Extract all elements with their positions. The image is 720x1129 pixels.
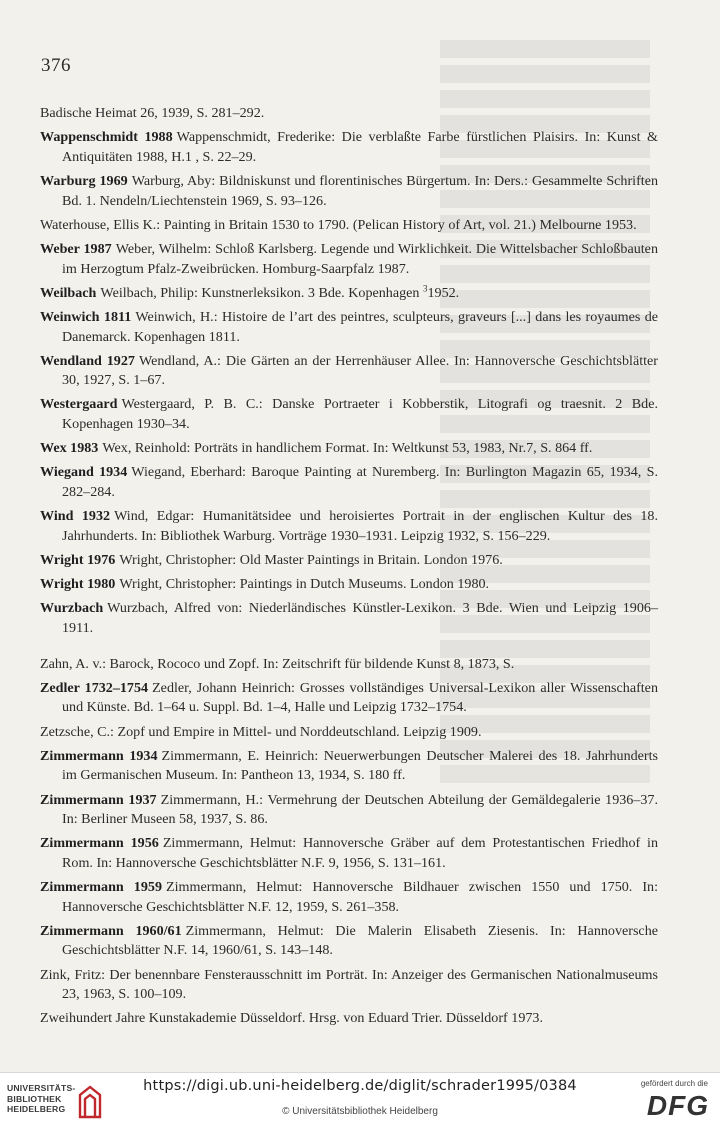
entry-text: Zimmermann, Helmut: Die Malerin Elisabeth Ziesenis. In: Hannoversche Geschichtsblätter N.F. 14, 1960/61, S. 143–148. <box>62 922 658 959</box>
entry-key: Wappenschmidt 1988 <box>40 129 173 146</box>
entry-key: Weinwich 1811 <box>40 308 132 325</box>
bibliography-entry <box>40 216 658 236</box>
entry-text: Zahn, A. v.: Barock, Rococo und Zopf. In: Zeitschrift für bildende Kunst 8, 1873, S. <box>40 655 515 672</box>
entry-text: Badische Heimat 26, 1939, S. 281–292. <box>40 105 265 121</box>
entry-key: Zimmermann 1960/61 <box>40 922 182 939</box>
bibliography-entry <box>40 308 658 347</box>
bibliography-entry <box>40 834 658 873</box>
library-name: UNIVERSITÄTS- BIBLIOTHEK HEIDELBERG <box>7 1083 76 1114</box>
entry-key: Wind 1932 <box>40 508 111 525</box>
entry-text: Westergaard, P. B. C.: Danske Portraeter i Kobberstik, Litografi og traesnit. 2 Bde. Kopenhagen 1930–34. <box>62 396 658 433</box>
bibliography-entry <box>40 922 658 961</box>
bibliography-entry <box>40 463 658 502</box>
entry-key: Weber 1987 <box>40 240 112 257</box>
entry-text: Zink, Fritz: Der benennbare Fensterausschnitt im Porträt. In: Anzeiger des Germanischen Nationalmuseums 23, 1963, S. 100–109. <box>40 966 658 1003</box>
entry-text: Zimmermann, E. Heinrich: Neuerwerbungen Deutscher Malerei des 18. Jahrhunderts im Germanischen Museum. In: Pantheon 13, 1934, S. 180 ff. <box>62 747 659 784</box>
entry-key: Westergaard <box>40 396 118 413</box>
bibliography-entry <box>40 128 658 167</box>
bibliography-entry <box>40 284 658 304</box>
bibliography-list <box>40 104 658 1034</box>
entry-key: Zedler 1732–1754 <box>40 679 149 696</box>
bibliography-entry <box>40 240 658 279</box>
bibliography-entry <box>40 1009 658 1029</box>
entry-text: Zimmermann, Helmut: Hannoversche Bildhauer zwischen 1550 und 1750. In: Hannoversche Geschichtsblätter N.F. 12, 1959, S. 261–358. <box>62 879 659 915</box>
bibliography-entry <box>40 104 658 124</box>
footer-bar <box>0 1072 720 1129</box>
entry-text: Zimmermann, H.: Vermehrung der Deutschen Abteilung der Gemäldegalerie 1936–37. In: Berliner Museen 58, 1937, S. 86. <box>62 791 659 828</box>
entry-key: Zimmermann 1959 <box>40 879 162 896</box>
entry-key: Wendland 1927 <box>40 352 135 369</box>
entry-text: Weilbach, Philip: Kunstnerleksikon. 3 Bde. Kopenhagen <box>100 284 420 301</box>
entry-text: Wiegand, Eberhard: Baroque Painting at Nuremberg. In: Burlington Magazin 65, 1934, S. 282–284. <box>62 464 658 501</box>
entry-text: Wurzbach, Alfred von: Niederländisches Künstler-Lexikon. 3 Bde. Wien und Leipzig 1906–1911. <box>62 600 658 636</box>
bibliography-entry <box>40 747 658 786</box>
bibliography-entry <box>40 679 658 718</box>
entry-text: Wright, Christopher: Paintings in Dutch Museums. London 1980. <box>119 576 490 593</box>
bibliography-entry <box>40 791 658 830</box>
copyright-text: © Universitätsbibliothek Heidelberg <box>282 1106 438 1117</box>
bibliography-entry <box>40 352 658 391</box>
bibliography-entry <box>40 172 658 211</box>
entry-text: Wex, Reinhold: Porträts in handlichem Format. In: Weltkunst 53, 1983, Nr.7, S. 864 ff. <box>102 440 593 457</box>
entry-text: Wendland, A.: Die Gärten an der Herrenhäuser Allee. In: Hannoversche Geschichtsblätter 30, 1927, S. 1–67. <box>62 352 658 389</box>
bibliography-entry <box>40 575 658 595</box>
entry-text: Waterhouse, Ellis K.: Painting in Britain 1530 to 1790. (Pelican History of Art, vol. 21.) Melbourne 1953. <box>40 216 637 233</box>
entry-text-tail: 1952. <box>427 284 460 301</box>
entry-key: Wex 1983 <box>40 440 99 457</box>
funder-caption: gefördert durch die <box>640 1079 708 1088</box>
bibliography-entry <box>40 599 658 638</box>
entry-key: Wurzbach <box>40 600 104 617</box>
bibliography-entry <box>40 723 658 743</box>
page-url-link[interactable]: https://digi.ub.uni-heidelberg.de/diglit/schrader1995/0384 <box>143 1078 577 1094</box>
entry-key: Zimmermann 1937 <box>40 791 157 808</box>
entry-text: Zedler, Johann Heinrich: Grosses vollständiges Universal-Lexikon aller Wissenschaften und Künste. Bd. 1–64 u. Suppl. Bd. 1–4, Halle und Leipzig 1732–1754. <box>62 679 658 716</box>
entry-text: Zimmermann, Helmut: Hannoversche Gräber auf dem Protestantischen Friedhof in Rom. In: Hannoversche Geschichtsblätter N.F. 9, 1956, S. 131–161. <box>62 835 659 871</box>
bibliography-entry <box>40 655 658 675</box>
entry-key: Zimmermann 1934 <box>40 747 158 764</box>
entry-key: Warburg 1969 <box>40 172 128 189</box>
entry-key: Weilbach <box>40 284 97 301</box>
entry-text: Wappenschmidt, Frederike: Die verblaßte Farbe fürstlichen Plaisirs. In: Kunst & Antiquitäten 1988, H.1 , S. 22–29. <box>62 129 658 165</box>
entry-text: Warburg, Aby: Bildniskunst und florentinisches Bürgertum. In: Ders.: Gesammelte Schriften Bd. 1. Nendeln/Liechtenstein 1969, S. 93–126. <box>62 172 658 209</box>
bibliography-entry <box>40 551 658 571</box>
bibliography-entry <box>40 395 658 434</box>
entry-key: Wright 1976 <box>40 552 116 568</box>
entry-text: Zweihundert Jahre Kunstakademie Düsseldorf. Hrsg. von Eduard Trier. Düsseldorf 1973. <box>40 1010 543 1027</box>
entry-text: Weber, Wilhelm: Schloß Karlsberg. Legende und Wirklichkeit. Die Wittelsbacher Schloßbauten im Herzogtum Pfalz-Zweibrücken. Homburg-Saarpfalz 1987. <box>62 240 658 277</box>
bibliography-entry <box>40 878 658 917</box>
edition-superscript: 3 <box>422 283 428 294</box>
bibliography-entry <box>40 966 658 1005</box>
entry-text: Zetzsche, C.: Zopf und Empire in Mittel- und Norddeutschland. Leipzig 1909. <box>40 723 482 740</box>
entry-text: Wright, Christopher: Old Master Paintings in Britain. London 1976. <box>119 552 503 568</box>
entry-key: Zimmermann 1956 <box>40 835 159 852</box>
entry-text: Wind, Edgar: Humanitätsidee und heroisiertes Portrait in der englischen Kultur des 18. Jahrhunderts. In: Bibliothek Warburg. Vorträge 1930–1931. Leipzig 1932, S. 156–229. <box>62 508 658 544</box>
entry-key: Wiegand 1934 <box>40 464 128 481</box>
entry-key: Wright 1980 <box>40 576 116 593</box>
page-number: 376 <box>41 55 71 76</box>
bibliography-entry <box>40 507 658 546</box>
bibliography-entry <box>40 439 658 459</box>
entry-text: Weinwich, H.: Histoire de l’art des peintres, sculpteurs, graveurs [...] dans les royaumes de Danemarck. Kopenhagen 1811. <box>62 308 658 345</box>
dfg-logo[interactable]: DFG <box>646 1090 709 1121</box>
